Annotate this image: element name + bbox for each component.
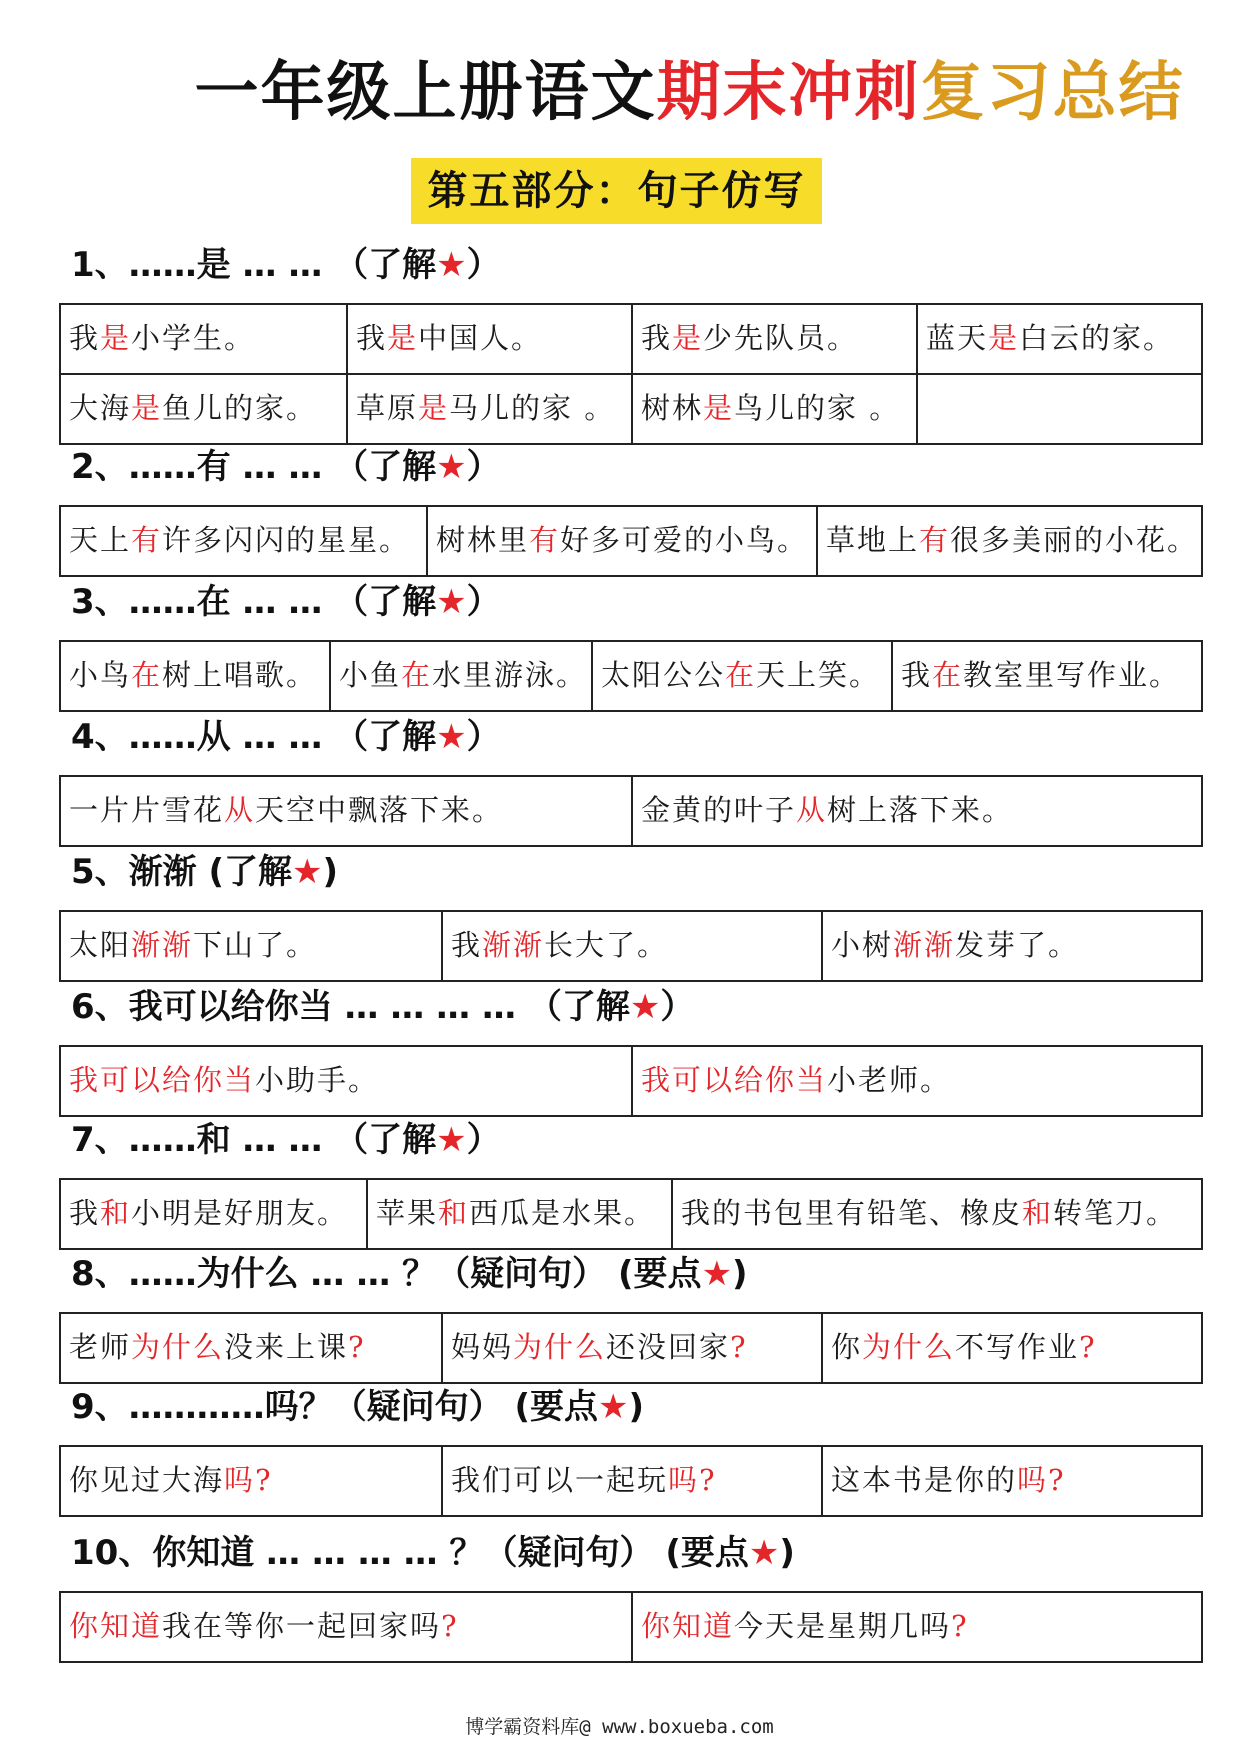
sentence-cell: [891, 642, 1201, 710]
table-row: [61, 1447, 1201, 1515]
sentence-text: 草地上: [826, 523, 920, 557]
sentence-text: 没来上课: [224, 1330, 349, 1364]
keyword-highlight: 在: [131, 658, 163, 692]
section-heading-text: 9、…………吗？（疑问句）: [71, 1387, 515, 1427]
section-heading: [71, 439, 501, 495]
keyword-highlight: 吗?: [224, 1463, 273, 1497]
sentence-cell: [441, 1314, 821, 1382]
section-heading: [71, 1112, 501, 1168]
section-6: [59, 987, 1203, 1117]
table-row: [61, 1047, 1201, 1115]
keyword-highlight: 有: [529, 523, 561, 557]
sentence-text: 金黄的叶子: [641, 793, 797, 827]
title-part-3: 复习总结: [920, 56, 1185, 130]
keyword-highlight: 是: [703, 391, 735, 425]
section-tag: (要点: [618, 1254, 702, 1294]
sentence-text: 小鱼: [339, 658, 402, 692]
keyword-highlight: 和: [100, 1196, 132, 1230]
sentence-cell: [61, 375, 346, 443]
section-1: [59, 245, 1203, 445]
sentence-text: 蓝天: [926, 321, 989, 355]
sentence-cell: [329, 642, 591, 710]
keyword-highlight: 你知道: [69, 1609, 163, 1643]
sentence-cell: [631, 777, 1201, 845]
keyword-highlight: 吗?: [1017, 1463, 1066, 1497]
keyword-highlight: 从: [224, 793, 256, 827]
section-heading-text: 6、我可以给你当 … … … …: [71, 987, 528, 1027]
table-row: [61, 642, 1201, 710]
section-tag: (要点: [514, 1387, 599, 1427]
sentence-text: 我: [641, 321, 673, 355]
sentence-text: 还没回家: [606, 1330, 731, 1364]
page-title: [0, 48, 1239, 138]
keyword-highlight: 是: [988, 321, 1020, 355]
section-tag-close: ）: [466, 245, 501, 285]
keyword-highlight: 从: [796, 793, 828, 827]
section-2: [59, 447, 1203, 577]
section-heading-text: 4、……从 … …: [71, 717, 335, 757]
sentence-text: 我: [901, 658, 933, 692]
sentence-text: 天上笑。: [756, 658, 881, 692]
section-tag-close: ）: [466, 1120, 501, 1160]
keyword-highlight: 在: [401, 658, 433, 692]
sentence-text: 少先队员。: [703, 321, 859, 355]
sentence-cell: [61, 1314, 441, 1382]
sentence-cell: [631, 375, 916, 443]
section-tag: （了解: [334, 582, 437, 622]
keyword-highlight: 渐渐: [131, 928, 194, 962]
keyword-highlight: 吗?: [668, 1463, 717, 1497]
keyword-highlight: 我可以给你当: [641, 1063, 828, 1097]
section-tag: （了解: [334, 1120, 437, 1160]
section-tag: （了解: [334, 717, 437, 757]
section-tag: (了解: [208, 852, 293, 892]
sentence-cell: [61, 305, 346, 373]
sentence-text: 树林里: [436, 523, 530, 557]
section-tag-close: ）: [466, 447, 501, 487]
keyword-highlight: 和: [1022, 1196, 1054, 1230]
keyword-highlight: 是: [131, 391, 163, 425]
sentence-text: 天空中飘落下来。: [255, 793, 504, 827]
section-5: [59, 852, 1203, 982]
keyword-highlight: 有: [919, 523, 951, 557]
section-tag: (要点: [665, 1533, 749, 1573]
section-heading: [71, 709, 501, 765]
sentence-cell: [631, 1593, 1201, 1661]
sentence-cell: [61, 1180, 366, 1248]
sentence-text: 许多闪闪的星星。: [162, 523, 411, 557]
sentence-text: 马儿的家 。: [449, 391, 616, 425]
sentence-text: 你见过大海: [69, 1463, 225, 1497]
keyword-highlight: 在: [725, 658, 757, 692]
table-row: [61, 1180, 1201, 1248]
sentence-table: [59, 640, 1203, 712]
sentence-text: 我: [356, 321, 388, 355]
sentence-text: 老师: [69, 1330, 132, 1364]
sentence-text: 鸟儿的家 。: [734, 391, 901, 425]
sentence-cell: [61, 507, 426, 575]
sentence-cell: [821, 1447, 1201, 1515]
sentence-text: 小学生。: [131, 321, 256, 355]
table-row: [61, 1593, 1201, 1661]
sentence-text: 这本书是你的: [831, 1463, 1018, 1497]
section-heading-text: 7、……和 … …: [71, 1120, 335, 1160]
keyword-highlight: 有: [131, 523, 163, 557]
sentence-text: 小明是好朋友。: [131, 1196, 349, 1230]
table-row: [61, 912, 1201, 980]
star-icon: ★: [292, 852, 323, 892]
sentence-text: 我: [451, 928, 483, 962]
sentence-table: [59, 505, 1203, 577]
sentence-table: [59, 1591, 1203, 1663]
sentence-text: 我: [69, 1196, 101, 1230]
keyword-highlight: 渐渐: [893, 928, 956, 962]
star-icon: ★: [436, 1120, 467, 1160]
sentence-cell: [61, 912, 441, 980]
star-icon: ★: [701, 1254, 733, 1294]
footer-watermark: 博学霸资料库@ www.boxueba.com: [465, 1716, 774, 1738]
question-mark: ?: [951, 1609, 969, 1643]
section-tag: （了解: [334, 447, 437, 487]
sentence-cell: [821, 1314, 1201, 1382]
section-4: [59, 717, 1203, 847]
keyword-highlight: 在: [932, 658, 964, 692]
sentence-table: [59, 1178, 1203, 1250]
keyword-highlight: 为什么: [131, 1330, 225, 1364]
section-heading-text: 2、……有 … …: [71, 447, 335, 487]
sentence-text: 你: [831, 1330, 863, 1364]
section-tag: （了解: [527, 987, 630, 1027]
section-heading: [71, 844, 338, 900]
section-tag-close: ）: [466, 717, 501, 757]
sentence-text: 大海: [69, 391, 132, 425]
section-heading: [71, 1379, 644, 1435]
sentence-cell: [916, 375, 1201, 443]
sentence-text: 草原: [356, 391, 419, 425]
sentence-text: 小助手。: [255, 1063, 380, 1097]
section-heading: [71, 979, 694, 1035]
section-tag-close: ): [628, 1387, 645, 1427]
keyword-highlight: 是: [387, 321, 419, 355]
star-icon: ★: [436, 447, 467, 487]
section-7: [59, 1120, 1203, 1250]
sentence-text: 一片片雪花: [69, 793, 225, 827]
sentence-text: 好多可爱的小鸟。: [560, 523, 809, 557]
sentence-text: 我们可以一起玩: [451, 1463, 669, 1497]
sentence-text: 不写作业: [955, 1330, 1080, 1364]
sentence-text: 苹果: [376, 1196, 439, 1230]
section-heading-text: 10、你知道 … … … … ？（疑问句）: [71, 1533, 666, 1573]
sentence-cell: [591, 642, 891, 710]
sentence-table: [59, 1312, 1203, 1384]
sentence-text: 树上唱歌。: [162, 658, 318, 692]
keyword-highlight: 渐渐: [482, 928, 545, 962]
star-icon: ★: [598, 1387, 629, 1427]
sentence-cell: [631, 305, 916, 373]
section-9: [59, 1387, 1203, 1517]
sentence-cell: [631, 1047, 1201, 1115]
sentence-text: 太阳公公: [601, 658, 726, 692]
keyword-highlight: 是: [418, 391, 450, 425]
sentence-text: 教室里写作业。: [963, 658, 1181, 692]
sentence-cell: [916, 305, 1201, 373]
section-heading-text: 1、……是 … …: [71, 245, 335, 285]
sentence-text: 天上: [69, 523, 132, 557]
section-tag-close: ): [779, 1533, 795, 1573]
table-row: [61, 373, 1201, 443]
section-heading-text: 3、……在 … …: [71, 582, 335, 622]
section-10: [59, 1533, 1203, 1663]
section-8: [59, 1254, 1203, 1384]
sentence-text: 我的书包里有铅笔、橡皮: [681, 1196, 1023, 1230]
sentence-text: 很多美丽的小花。: [950, 523, 1199, 557]
sentence-text: 我: [69, 321, 101, 355]
question-mark: ?: [730, 1330, 748, 1364]
star-icon: ★: [436, 717, 467, 757]
section-tag-close: ）: [466, 582, 501, 622]
sentence-cell: [821, 912, 1201, 980]
section-tag: （了解: [334, 245, 437, 285]
sentence-text: 水里游泳。: [432, 658, 588, 692]
keyword-highlight: 和: [438, 1196, 470, 1230]
sentence-text: 中国人。: [418, 321, 543, 355]
sentence-text: 转笔刀。: [1053, 1196, 1178, 1230]
section-heading-text: 5、渐渐: [71, 852, 209, 892]
sentence-text: 下山了。: [193, 928, 318, 962]
sentence-table: [59, 775, 1203, 847]
sentence-cell: [816, 507, 1201, 575]
sentence-text: 太阳: [69, 928, 132, 962]
sentence-text: 我在等你一起回家吗: [162, 1609, 442, 1643]
section-tag-close: ): [322, 852, 339, 892]
table-row: [61, 777, 1201, 845]
section-heading: [71, 574, 501, 630]
table-row: [61, 305, 1201, 373]
table-row: [61, 507, 1201, 575]
sentence-text: 西瓜是水果。: [469, 1196, 656, 1230]
star-icon: ★: [436, 582, 467, 622]
keyword-highlight: 是: [672, 321, 704, 355]
keyword-highlight: 为什么: [862, 1330, 956, 1364]
section-heading: [71, 1525, 795, 1581]
sentence-text: 小树: [831, 928, 894, 962]
star-icon: ★: [629, 987, 661, 1027]
sentence-cell: [441, 912, 821, 980]
table-row: [61, 1314, 1201, 1382]
sentence-cell: [61, 642, 329, 710]
question-mark: ?: [348, 1330, 366, 1364]
star-icon: ★: [748, 1533, 780, 1573]
star-icon: ★: [436, 245, 467, 285]
sentence-cell: [346, 375, 631, 443]
sentence-cell: [671, 1180, 1201, 1248]
sentence-text: 小鸟: [69, 658, 132, 692]
sentence-text: 长大了。: [544, 928, 669, 962]
sentence-table: [59, 910, 1203, 982]
sentence-cell: [366, 1180, 671, 1248]
question-mark: ?: [441, 1609, 459, 1643]
section-badge: 第五部分：句子仿写: [411, 158, 822, 224]
sentence-cell: [441, 1447, 821, 1515]
keyword-highlight: 你知道: [641, 1609, 735, 1643]
sentence-text: 树上落下来。: [827, 793, 1014, 827]
sentence-cell: [61, 1447, 441, 1515]
keyword-highlight: 我可以给你当: [69, 1063, 256, 1097]
sentence-cell: [61, 1593, 631, 1661]
sentence-cell: [426, 507, 816, 575]
section-heading: [71, 237, 501, 293]
sentence-text: 今天是星期几吗: [734, 1609, 952, 1643]
sentence-text: 小老师。: [827, 1063, 952, 1097]
section-heading: [71, 1246, 748, 1302]
keyword-highlight: 是: [100, 321, 132, 355]
keyword-highlight: 为什么: [513, 1330, 607, 1364]
title-part-1: 一年级上册语文: [194, 56, 657, 130]
section-tag-close: ): [732, 1254, 748, 1294]
sentence-cell: [346, 305, 631, 373]
title-part-2: 期末冲刺: [656, 56, 921, 130]
section-tag-close: ）: [660, 987, 695, 1027]
sentence-text: 白云的家。: [1019, 321, 1175, 355]
question-mark: ?: [1079, 1330, 1097, 1364]
sentence-cell: [61, 1047, 631, 1115]
sentence-text: 妈妈: [451, 1330, 514, 1364]
section-3: [59, 582, 1203, 712]
section-heading-text: 8、……为什么 … … ？（疑问句）: [71, 1254, 619, 1294]
sentence-text: 树林: [641, 391, 704, 425]
sentence-table: [59, 1445, 1203, 1517]
sentence-text: 鱼儿的家。: [162, 391, 318, 425]
sentence-text: 发芽了。: [955, 928, 1080, 962]
sentence-table: [59, 1045, 1203, 1117]
sentence-cell: [61, 777, 631, 845]
sentence-table: [59, 303, 1203, 445]
